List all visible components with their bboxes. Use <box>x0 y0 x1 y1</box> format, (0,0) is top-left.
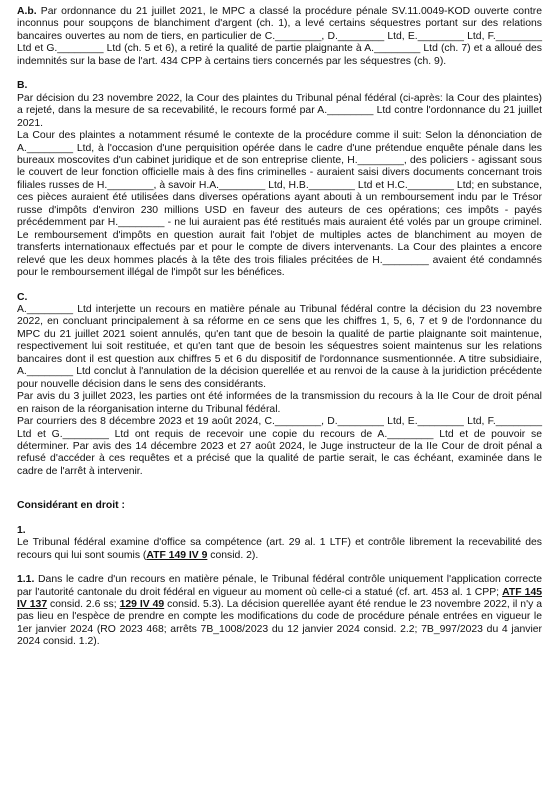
ref-129-iv-49-link[interactable]: 129 IV 49 <box>119 599 165 611</box>
paragraph-b-2: La Cour des plaintes a notamment résumé le contexte de la procédure comme il suit: Selon la dénonciation de A.________ Ltd, à l'occasion d'une perquisition opérée dans le cadre d'une prétendue enquête pénale dans les bureaux moscovites d'un cabinet juridique et de son entreprise cliente, H.________, des policiers - agissant sous le couvert de leur fonction officielle mais à des fins criminelles - auraient saisi divers documents concernant trois filiales russes de H.________, à savoir H.A.________ Ltd, H.B.________ Ltd et H.C.________ Ltd; en substance, ces pièces auraient été utilisées dans diverses opérations ayant abouti à un remboursement indu par le Trésor russe d'impôts d'environ 230 millions USD en faveur des auteurs de ces opérations; ces impôts - payés précédemment par H.________ - ne lui auraient pas été restitués mais auraient été volés par un groupe criminel. Le remboursement d'impôts en question aurait fait l'objet de multiples actes de blanchiment au moyen de transferts internationaux effectués par et pour le compte de divers intervenants. La Cour des plaintes a encore relevé que les deux hommes placés à la tête des trois filiales précitées de H.________ avaient été condamnés pour le remboursement illégal de l'impôt sur les bénéfices. <box>17 130 542 279</box>
section-letter-b: B. <box>17 80 28 92</box>
paragraph-c-3: Par courriers des 8 décembre 2023 et 19 août 2024, C.________, D.________ Ltd, E.________ Ltd, F.________ Ltd et G.________ Ltd ont requis de recevoir une copie du recours de A.________ Ltd et de pouvoir se déterminer. Par avis des 14 décembre 2023 et 27 août 2024, le Juge instructeur de la IIe Cour de droit pénal a refusé d'accéder à ces requêtes et a précisé que la qualité de partie serait, le cas échéant, examinée dans le cadre de l'arrêt à intervenir. <box>17 416 542 477</box>
ref-atf-149-iv-9-link[interactable]: ATF 149 IV 9 <box>146 549 208 561</box>
paragraph-c-2: Par avis du 3 juillet 2023, les parties ont été informées de la transmission du recours à la IIe Cour de droit pénal en raison de la réorganisation interne du Tribunal fédéral. <box>17 391 542 415</box>
consid-1-1-text-a: Dans le cadre d'un recours en matière pénale, le Tribunal fédéral contrôle uniquement l'application correcte par l'autorité cantonale du droit fédéral en vigueur au moment où celle-ci a statué (cf. art. 453 al. 1 CPP; <box>17 574 542 598</box>
consid-1-1-text-c: consid. 5.3). La décision querellée ayant été rendue le 23 novembre 2022, il n'y a pas lieu en l'espèce de prendre en compte les modifications du code de procédure pénale entrées en vigueur le 1er janvier 2024 (RO 2023 468; arrêts 7B_1008/2023 du 12 janvier 2024 consid. 2.2; 7B_997/2023 du 4 janvier 2024 consid. 1.2). <box>17 599 542 648</box>
consid-1-text-b: consid. 2). <box>207 549 259 561</box>
paragraph-b-1: Par décision du 23 novembre 2022, la Cour des plaintes du Tribunal pénal fédéral (ci-après: la Cour des plaintes) a rejeté, dans la mesure de sa recevabilité, le recours formé par A.________ Ltd contre l'ordonnance du 21 juillet 2021. <box>17 92 542 129</box>
ref-atf-145-iv-137-link[interactable]: ATF 145 IV 137 <box>17 586 543 611</box>
consid-1-1-text-b: consid. 2.6 ss; <box>47 599 120 611</box>
paragraph-a-b <box>17 6 542 68</box>
paragraph-c-1: A.________ Ltd interjette un recours en matière pénale au Tribunal fédéral contre la décision du 23 novembre 2022, en concluant principalement à sa réforme en ce sens que les chiffres 1, 5, 6, 7 et 9 de l'ordonnance du MPC du 21 juillet 2021 soient annulés, qu'en tant que de besoin la qualité de partie plaignante soit maintenue, respectivement lui soit restituée, et qu'en tant que de besoin les séquestres soient maintenus sur les relations bancaires dont il est question aux chiffres 5 et 6 du dispositif de l'ordonnance susmentionnée. A titre subsidiaire, A.________ Ltd conclut à l'annulation de la décision querellée et au renvoi de la cause à la juridiction précédente pour nouvelle décision dans le sens des considérants. <box>17 303 542 390</box>
paragraph-a-b-text: Par ordonnance du 21 juillet 2021, le MPC a classé la procédure pénale SV.11.0049-KOD ouverte contre inconnus pour soupçons de blanchiment d'argent (ch. 1), a levé certains séquestres portant sur des relations bancaires ouvertes au nom de tiers, en particulier de C.________, D.________ Ltd, E.________ Ltd, F.________ Ltd et G.________ Ltd (ch. 5 et 6), a retiré la qualité de partie plaignante à A.________ Ltd (ch. 7) et a alloué des indemnités sur la base de l'art. 434 CPP à certains tiers concernés par les séquestres (ch. 9). <box>17 6 542 67</box>
section-letter-c: C. <box>17 291 28 303</box>
consid-1-1-paragraph <box>17 574 542 649</box>
consid-1-label: 1. <box>17 524 26 536</box>
consid-1-paragraph <box>17 537 542 562</box>
section-label-a-b: A.b. <box>17 6 37 17</box>
consid-1-1-label: 1.1. <box>17 574 35 586</box>
considerant-heading: Considérant en droit : <box>17 500 125 512</box>
consid-1-text-a: Le Tribunal fédéral examine d'office sa compétence (art. 29 al. 1 LTF) et contrôle librement la recevabilité des recours qui lui sont soumis ( <box>17 537 542 561</box>
